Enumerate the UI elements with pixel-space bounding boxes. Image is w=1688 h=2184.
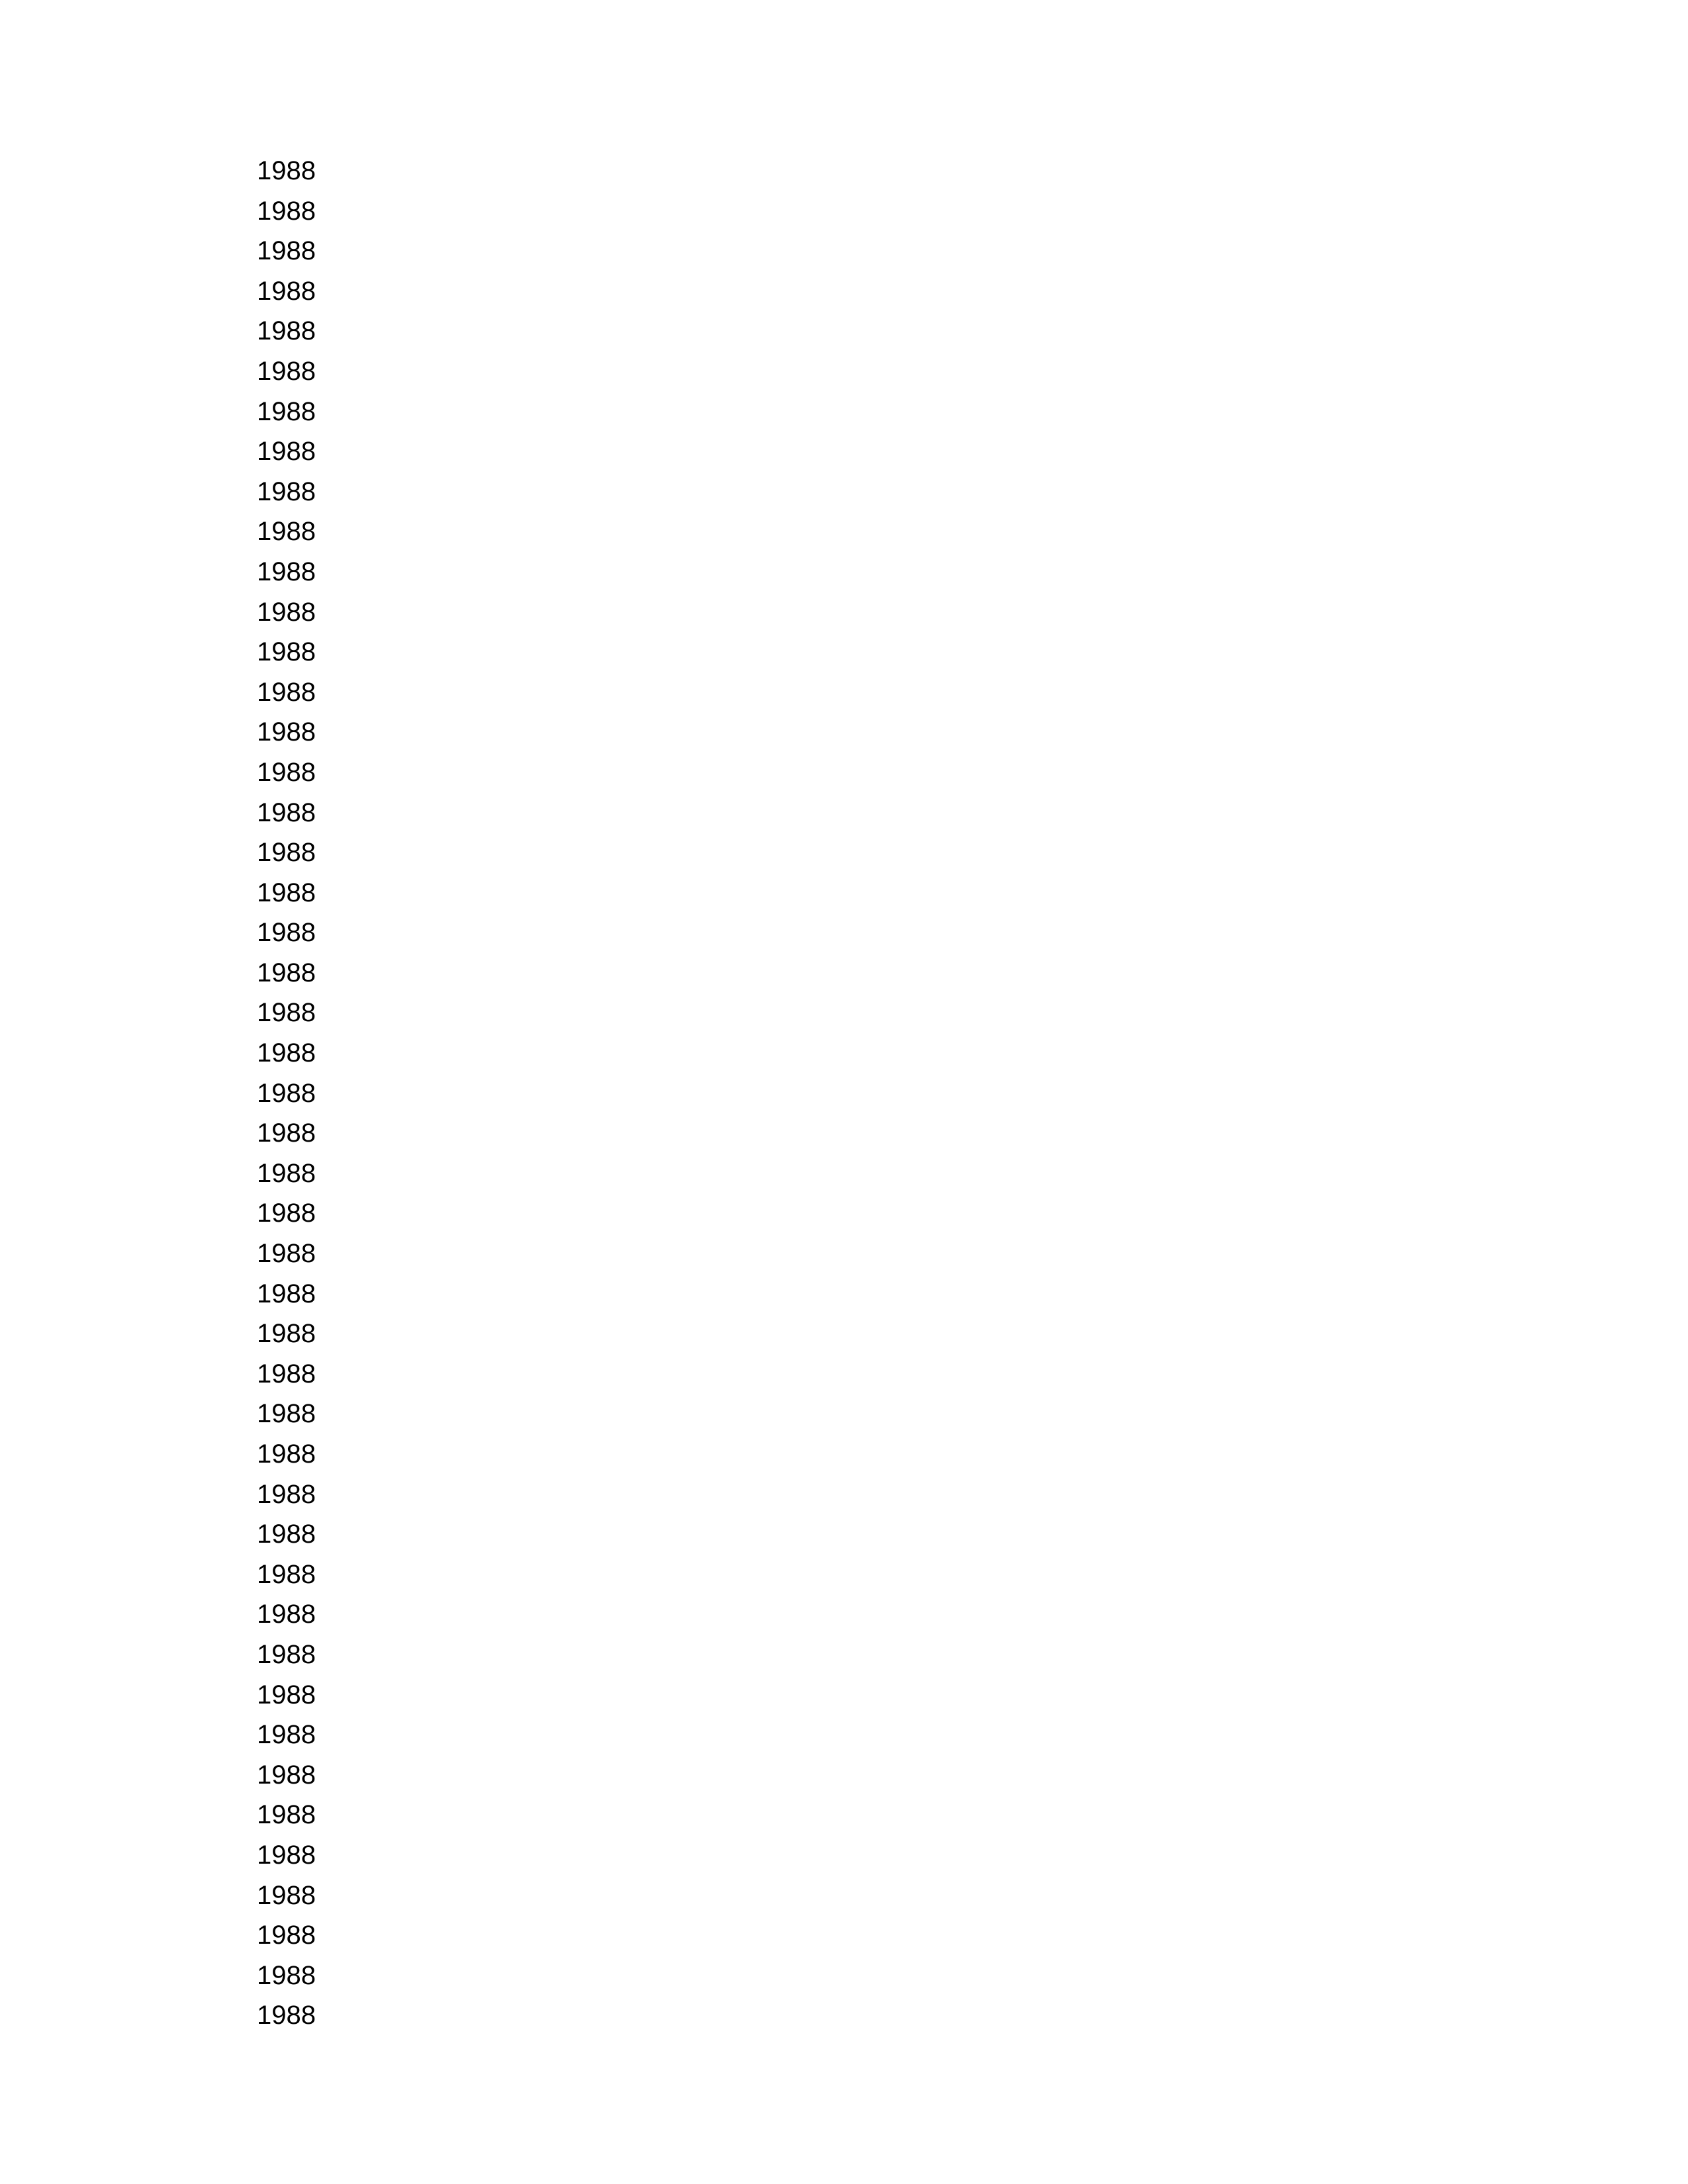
year-cell: 1988 bbox=[257, 1439, 316, 1469]
year-cell: 1988 bbox=[257, 918, 316, 948]
table-row bbox=[0, 1475, 728, 1515]
table-row bbox=[0, 1835, 728, 1876]
year-cell: 1988 bbox=[257, 1118, 316, 1148]
year-cell: 1988 bbox=[257, 517, 316, 547]
year-cell: 1988 bbox=[257, 2001, 316, 2030]
table-row bbox=[0, 151, 728, 191]
year-cell: 1988 bbox=[257, 1720, 316, 1750]
year-cell: 1988 bbox=[257, 797, 316, 827]
table-row bbox=[0, 1995, 728, 2036]
table-row bbox=[0, 1514, 728, 1555]
year-cell: 1988 bbox=[257, 958, 316, 987]
year-cell: 1988 bbox=[257, 437, 316, 467]
year-cell: 1988 bbox=[257, 838, 316, 868]
year-cell: 1988 bbox=[257, 1639, 316, 1669]
table-row bbox=[0, 1033, 728, 1073]
table-row bbox=[0, 712, 728, 752]
table-row bbox=[0, 1314, 728, 1354]
year-cell: 1988 bbox=[257, 1520, 316, 1549]
year-cell: 1988 bbox=[257, 156, 316, 185]
year-cell: 1988 bbox=[257, 1960, 316, 1990]
data-table bbox=[0, 151, 728, 2036]
table-row bbox=[0, 311, 728, 351]
table-row bbox=[0, 1795, 728, 1835]
year-cell: 1988 bbox=[257, 1038, 316, 1068]
year-cell: 1988 bbox=[257, 1199, 316, 1228]
table-row bbox=[0, 552, 728, 592]
year-cell: 1988 bbox=[257, 1479, 316, 1509]
year-cell: 1988 bbox=[257, 1880, 316, 1910]
table-row bbox=[0, 1434, 728, 1475]
table-row bbox=[0, 913, 728, 953]
year-cell: 1988 bbox=[257, 1078, 316, 1108]
table-row bbox=[0, 1193, 728, 1234]
table-row bbox=[0, 993, 728, 1033]
table-row bbox=[0, 793, 728, 833]
table-row bbox=[0, 472, 728, 512]
year-cell: 1988 bbox=[257, 1559, 316, 1589]
table-row bbox=[0, 1555, 728, 1595]
table-row bbox=[0, 632, 728, 672]
table-row bbox=[0, 592, 728, 633]
table-row bbox=[0, 1354, 728, 1394]
year-cell: 1988 bbox=[257, 1921, 316, 1950]
table-row bbox=[0, 873, 728, 913]
year-cell: 1988 bbox=[257, 1158, 316, 1188]
table-row bbox=[0, 1675, 728, 1715]
year-cell: 1988 bbox=[257, 236, 316, 266]
table-row bbox=[0, 1715, 728, 1755]
year-cell: 1988 bbox=[257, 717, 316, 747]
year-cell: 1988 bbox=[257, 316, 316, 346]
year-cell: 1988 bbox=[257, 396, 316, 426]
table-row bbox=[0, 953, 728, 993]
table-row bbox=[0, 271, 728, 312]
year-cell: 1988 bbox=[257, 1399, 316, 1429]
table-row bbox=[0, 1594, 728, 1635]
table-row bbox=[0, 512, 728, 552]
table-row bbox=[0, 1113, 728, 1154]
table-row bbox=[0, 1956, 728, 1996]
table-row bbox=[0, 752, 728, 793]
year-cell: 1988 bbox=[257, 557, 316, 586]
table-row bbox=[0, 392, 728, 432]
year-cell: 1988 bbox=[257, 878, 316, 907]
year-cell: 1988 bbox=[257, 356, 316, 386]
year-cell: 1988 bbox=[257, 637, 316, 667]
year-cell: 1988 bbox=[257, 1279, 316, 1308]
year-cell: 1988 bbox=[257, 477, 316, 506]
table-row bbox=[0, 1234, 728, 1274]
year-cell: 1988 bbox=[257, 1600, 316, 1629]
year-cell: 1988 bbox=[257, 1680, 316, 1709]
table-row bbox=[0, 432, 728, 472]
table-row bbox=[0, 1394, 728, 1434]
table-row bbox=[0, 1073, 728, 1114]
table-row bbox=[0, 351, 728, 392]
year-cell: 1988 bbox=[257, 998, 316, 1028]
table-row bbox=[0, 672, 728, 713]
table-row bbox=[0, 1755, 728, 1796]
year-cell: 1988 bbox=[257, 196, 316, 226]
table-row bbox=[0, 833, 728, 873]
year-cell: 1988 bbox=[257, 1319, 316, 1349]
table-row bbox=[0, 231, 728, 271]
table-row bbox=[0, 1154, 728, 1194]
year-cell: 1988 bbox=[257, 1840, 316, 1870]
table-row bbox=[0, 1274, 728, 1314]
table-row bbox=[0, 191, 728, 232]
year-cell: 1988 bbox=[257, 1359, 316, 1388]
table-row bbox=[0, 1876, 728, 1916]
table-row bbox=[0, 1915, 728, 1956]
year-cell: 1988 bbox=[257, 757, 316, 787]
year-cell: 1988 bbox=[257, 1760, 316, 1790]
year-cell: 1988 bbox=[257, 597, 316, 627]
year-cell: 1988 bbox=[257, 276, 316, 306]
year-cell: 1988 bbox=[257, 677, 316, 707]
year-cell: 1988 bbox=[257, 1800, 316, 1830]
year-cell: 1988 bbox=[257, 1239, 316, 1269]
table-row bbox=[0, 1635, 728, 1675]
